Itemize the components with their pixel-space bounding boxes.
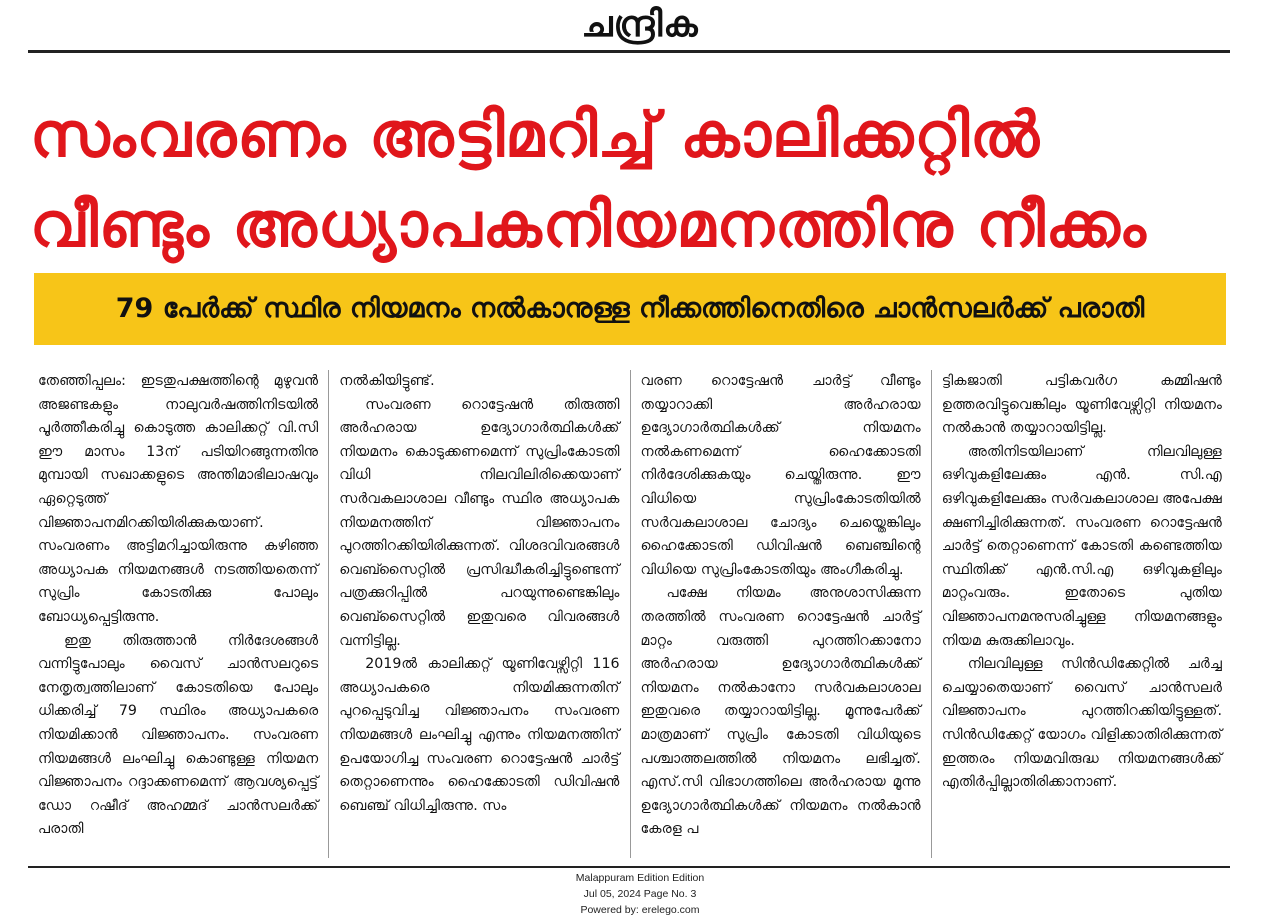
subheadline-bar	[34, 273, 1226, 345]
paragraph: നൽകിയിട്ടുണ്ട്.	[339, 373, 435, 389]
footer-rule	[28, 866, 1230, 868]
edition-label: Malappuram Edition Edition	[575, 872, 705, 884]
subheadline: 79 പേർക്ക് സ്ഥിര നിയമനം നൽകാനുള്ള നീക്കത്തിനെതിരെ ചാൻസലർക്ക് പരാതി	[115, 293, 1145, 324]
paragraph: പക്ഷേ നിയമം അനുശാസിക്കുന്ന തരത്തിൽ സംവരണ റൊട്ടേഷൻ ചാർട്ട് മാറ്റം വരുത്തി പുറത്തിറക്കാനോ അർഹരായ ഉദ്യോഗാർത്ഥികൾക്ക് നിയമനം നൽകാനോ സർവകലാശാല ഇതുവരെ തയ്യാറായിട്ടില്ല. മൂന്നുപേർക്ക് മാത്രമാണ് സുപ്രിം കോടതി വിധിയുടെ പശ്ചാത്തലത്തിൽ നിയമനം ലഭിച്ചത്. എസ്.സി വിഭാഗത്തിലെ അർഹരായ മൂന്നു ഉദ്യോഗാർത്ഥികൾക്ക് നിയമനം നൽകാൻ കേരള പ	[640, 585, 921, 838]
headline-line-2: വീണ്ടും അധ്യാപകനിയമനത്തിനു നീക്കം	[30, 188, 1147, 261]
article-body	[28, 370, 1232, 858]
headline-line-1: സംവരണം അട്ടിമറിച്ച് കാലിക്കറ്റിൽ	[30, 98, 1041, 171]
date-page-label: Jul 05, 2024 Page No. 3	[583, 888, 697, 900]
article-column-2	[329, 370, 630, 858]
paragraph: ട്ടികജാതി പട്ടികവർഗ കമ്മിഷൻ ഉത്തരവിട്ടുവെങ്കിലും യൂണിവേഴ്സിറ്റി നിയമനം നൽകാൻ തയ്യാറായിട്ടില്ല.	[941, 373, 1222, 437]
article-column-3	[631, 370, 932, 858]
page-footer	[0, 870, 1280, 918]
masthead	[0, 0, 1280, 50]
headline	[30, 90, 1230, 270]
paragraph: നിലവിലുള്ള സിൻഡിക്കേറ്റിൽ ചർച്ച ചെയ്യാതെയാണ് വൈസ് ചാൻസലർ വിജ്ഞാപനം പുറത്തിറക്കിയിട്ടുള്ളത്. സിൻഡിക്കേറ്റ് യോഗം വിളിക്കാതിരിക്കുന്നത് ഇത്തരം നിയമവിരുദ്ധ നിയമനങ്ങൾക്ക് എതിർപ്പില്ലാതിരിക്കാനാണ്.	[941, 656, 1222, 791]
paragraph: തേഞ്ഞിപ്പലം: ഇടതുപക്ഷത്തിന്റെ മുഴുവൻ അജണ്ടകളും നാലുവർഷത്തിനിടയിൽ പൂർത്തീകരിച്ചു കൊടുത്ത കാലിക്കറ്റ് വി.സി ഈ മാസം 13ന് പടിയിറങ്ങുന്നതിനു മുമ്പായി സഖാക്കളുടെ അന്തിമാഭിലാഷവും ഏറ്റെടുത്ത് വിജ്ഞാപനമിറക്കിയിരിക്കുകയാണ്. സംവരണം അട്ടിമറിച്ചായിരുന്നു കഴിഞ്ഞ അധ്യാപക നിയമനങ്ങൾ നടത്തിയതെന്ന് സുപ്രിം കോടതിക്കു പോലും ബോധ്യപ്പെട്ടിരുന്നു.	[38, 373, 319, 625]
paragraph: വരണ റൊട്ടേഷൻ ചാർട്ട് വീണ്ടും തയ്യാറാക്കി അർഹരായ ഉദ്യോഗാർത്ഥികൾക്ക് നിയമനം നൽകണമെന്ന് ഹൈക്കോടതി നിർദേശിക്കുകയും ചെയ്തിരുന്നു. ഈ വിധിയെ സുപ്രിംകോടതിയിൽ സർവകലാശാല ചോദ്യം ചെയ്തെങ്കിലും ഹൈക്കോടതി ഡിവിഷൻ ബെഞ്ചിന്റെ വിധിയെ സുപ്രിംകോടതിയും അംഗീകരിച്ചു.	[640, 373, 921, 578]
newspaper-name: ചന്ദ്രിക	[581, 4, 699, 45]
powered-by-link[interactable]: Powered by: erelego.com	[580, 904, 700, 916]
article-column-1	[28, 370, 329, 858]
paragraph: അതിനിടയിലാണ് നിലവിലുള്ള ഒഴിവുകളിലേക്കും എൻ. സി.എ ഒഴിവുകളിലേക്കും സർവകലാശാല അപേക്ഷ ക്ഷണിച്ചിരിക്കുന്നത്. സംവരണ റൊട്ടേഷൻ ചാർട്ട് തെറ്റാണെന്ന് കോടതി കണ്ടെത്തിയ സ്ഥിതിക്ക് എൻ.സി.എ ഒഴിവുകളിലും മാറ്റംവരും. ഇതോടെ പുതിയ വിജ്ഞാപനമനുസരിച്ചുള്ള നിയമനങ്ങളും നിയമ കുരുക്കിലാവും.	[941, 443, 1222, 649]
paragraph: 2019ൽ കാലിക്കറ്റ് യൂണിവേഴ്സിറ്റി 116 അധ്യാപകരെ നിയമിക്കുന്നതിന് പുറപ്പെടുവിച്ച വിജ്ഞാപനം സംവരണ നിയമങ്ങൾ ലംഘിച്ചു എന്നും നിയമനത്തിന് ഉപയോഗിച്ച സംവരണ റൊട്ടേഷൻ ചാർട്ട് തെറ്റാണെന്നും ഹൈക്കോടതി ഡിവിഷൻ ബെഞ്ച് വിധിച്ചിരുന്നു. സം	[339, 656, 620, 814]
paragraph: സംവരണ റൊട്ടേഷൻ തിരുത്തി അർഹരായ ഉദ്യോഗാർത്ഥികൾക്ക് നിയമനം കൊടുക്കണമെന്ന് സുപ്രിംകോടതി വിധി നിലവിലിരിക്കെയാണ് സർവകലാശാല വീണ്ടും സ്ഥിര അധ്യാപക നിയമനത്തിന് വിജ്ഞാപനം പുറത്തിറക്കിയിരിക്കുന്നത്. വിശദവിവരങ്ങൾ വെബ്സൈറ്റിൽ പ്രസിദ്ധീകരിച്ചിട്ടുണ്ടെന്ന് പത്രക്കുറിപ്പിൽ പറയുന്നുണ്ടെങ്കിലും വെബ്സൈറ്റിൽ ഇതുവരെ വിവരങ്ങൾ വന്നിട്ടില്ല.	[339, 396, 620, 649]
article-column-4	[932, 370, 1232, 858]
paragraph: ഇതു തിരുത്താൻ നിർദേശങ്ങൾ വന്നിട്ടുപോലും വൈസ് ചാൻസലറുടെ നേതൃത്വത്തിലാണ് കോടതിയെ പോലും ധിക്കരിച്ച് 79 സ്ഥിരം അധ്യാപകരെ നിയമിക്കാൻ വിജ്ഞാപനം. സംവരണ നിയമങ്ങൾ ലംഘിച്ചു കൊണ്ടുള്ള നിയമന വിജ്ഞാപനം റദ്ദാക്കണമെന്ന് ആവശ്യപ്പെട്ട് ഡോ റഷീദ് അഹമ്മദ് ചാൻസലർക്ക് പരാതി	[38, 632, 319, 838]
masthead-rule	[28, 50, 1230, 53]
